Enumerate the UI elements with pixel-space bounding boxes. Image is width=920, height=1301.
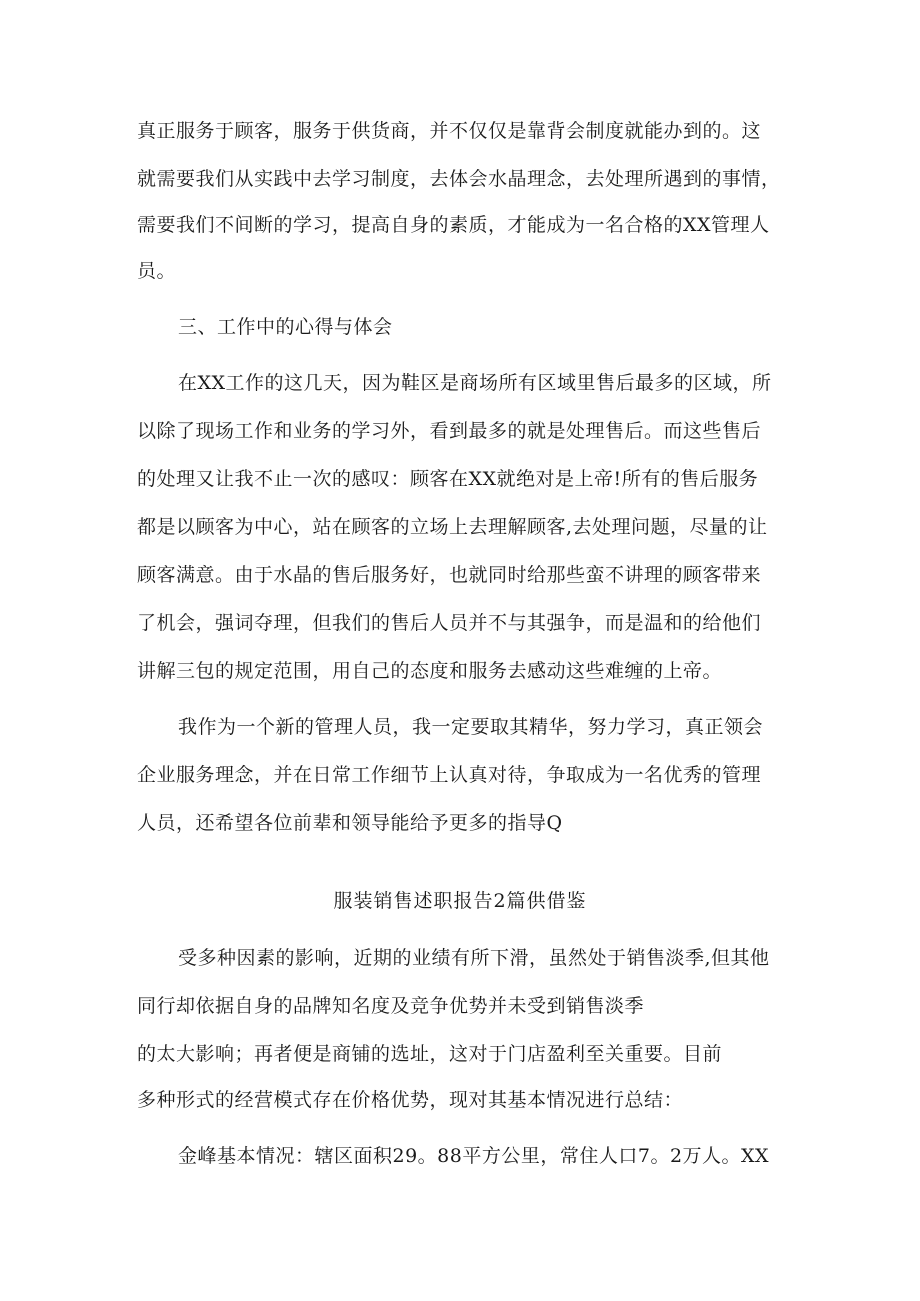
text-line: 在XX工作的这几天，因为鞋区是商场所有区域里售后最多的区域，所	[178, 372, 772, 394]
text-line: 员。	[137, 260, 177, 282]
section-heading: 三、工作中的心得与体会	[178, 316, 393, 338]
text-line: 都是以顾客为中心，站在顾客的立场上去理解顾客,去处理问题，尽量的让	[137, 516, 768, 538]
text-line: 讲解三包的规定范围，用自己的态度和服务去感动这些难缠的上帝。	[137, 660, 723, 682]
text-line: 受多种因素的影响，近期的业绩有所下滑，虽然处于销售淡季,但其他	[178, 947, 770, 969]
text-line: 了机会，强词夺理，但我们的售后人员并不与其强争，而是温和的给他们	[137, 612, 762, 634]
text-line: 的太大影响；再者便是商铺的选址，这对于门店盈利至关重要。目前	[137, 1043, 723, 1065]
text-line: 企业服务理念，并在日常工作细节上认真对待，争取成为一名优秀的管理	[137, 764, 762, 786]
text-line: 顾客满意。由于水晶的售后服务好，也就同时给那些蛮不讲理的顾客带来	[137, 564, 762, 586]
text-line: 人员，还希望各位前辈和领导能给予更多的指导Q	[137, 812, 563, 834]
text-line: 我作为一个新的管理人员，我一定要取其精华，努力学习，真正领会	[178, 716, 764, 738]
text-line: 多种形式的经营模式存在价格优势，现对其基本情况进行总结：	[137, 1089, 684, 1111]
text-line: 就需要我们从实践中去学习制度，去体会水晶理念，去处理所遇到的事情，	[137, 168, 781, 190]
text-line: 同行却依据自身的品牌知名度及竞争优势并未受到销售淡季	[137, 995, 645, 1017]
text-line: 的处理又让我不止一次的感叹：顾客在XX就绝对是上帝!所有的售后服务	[137, 468, 759, 490]
text-line: 需要我们不间断的学习，提高自身的素质，才能成为一名合格的XX管理人	[137, 214, 770, 236]
article-title: 服装销售述职报告2篇供借鉴	[333, 890, 587, 912]
text-line: 金峰基本情况：辖区面积29。88平方公里，常住人口7。2万人。XX	[178, 1145, 770, 1167]
text-line: 以除了现场工作和业务的学习外，看到最多的就是处理售后。而这些售后	[137, 420, 762, 442]
text-line: 真正服务于顾客，服务于供货商，并不仅仅是靠背会制度就能办到的。这	[137, 120, 762, 142]
